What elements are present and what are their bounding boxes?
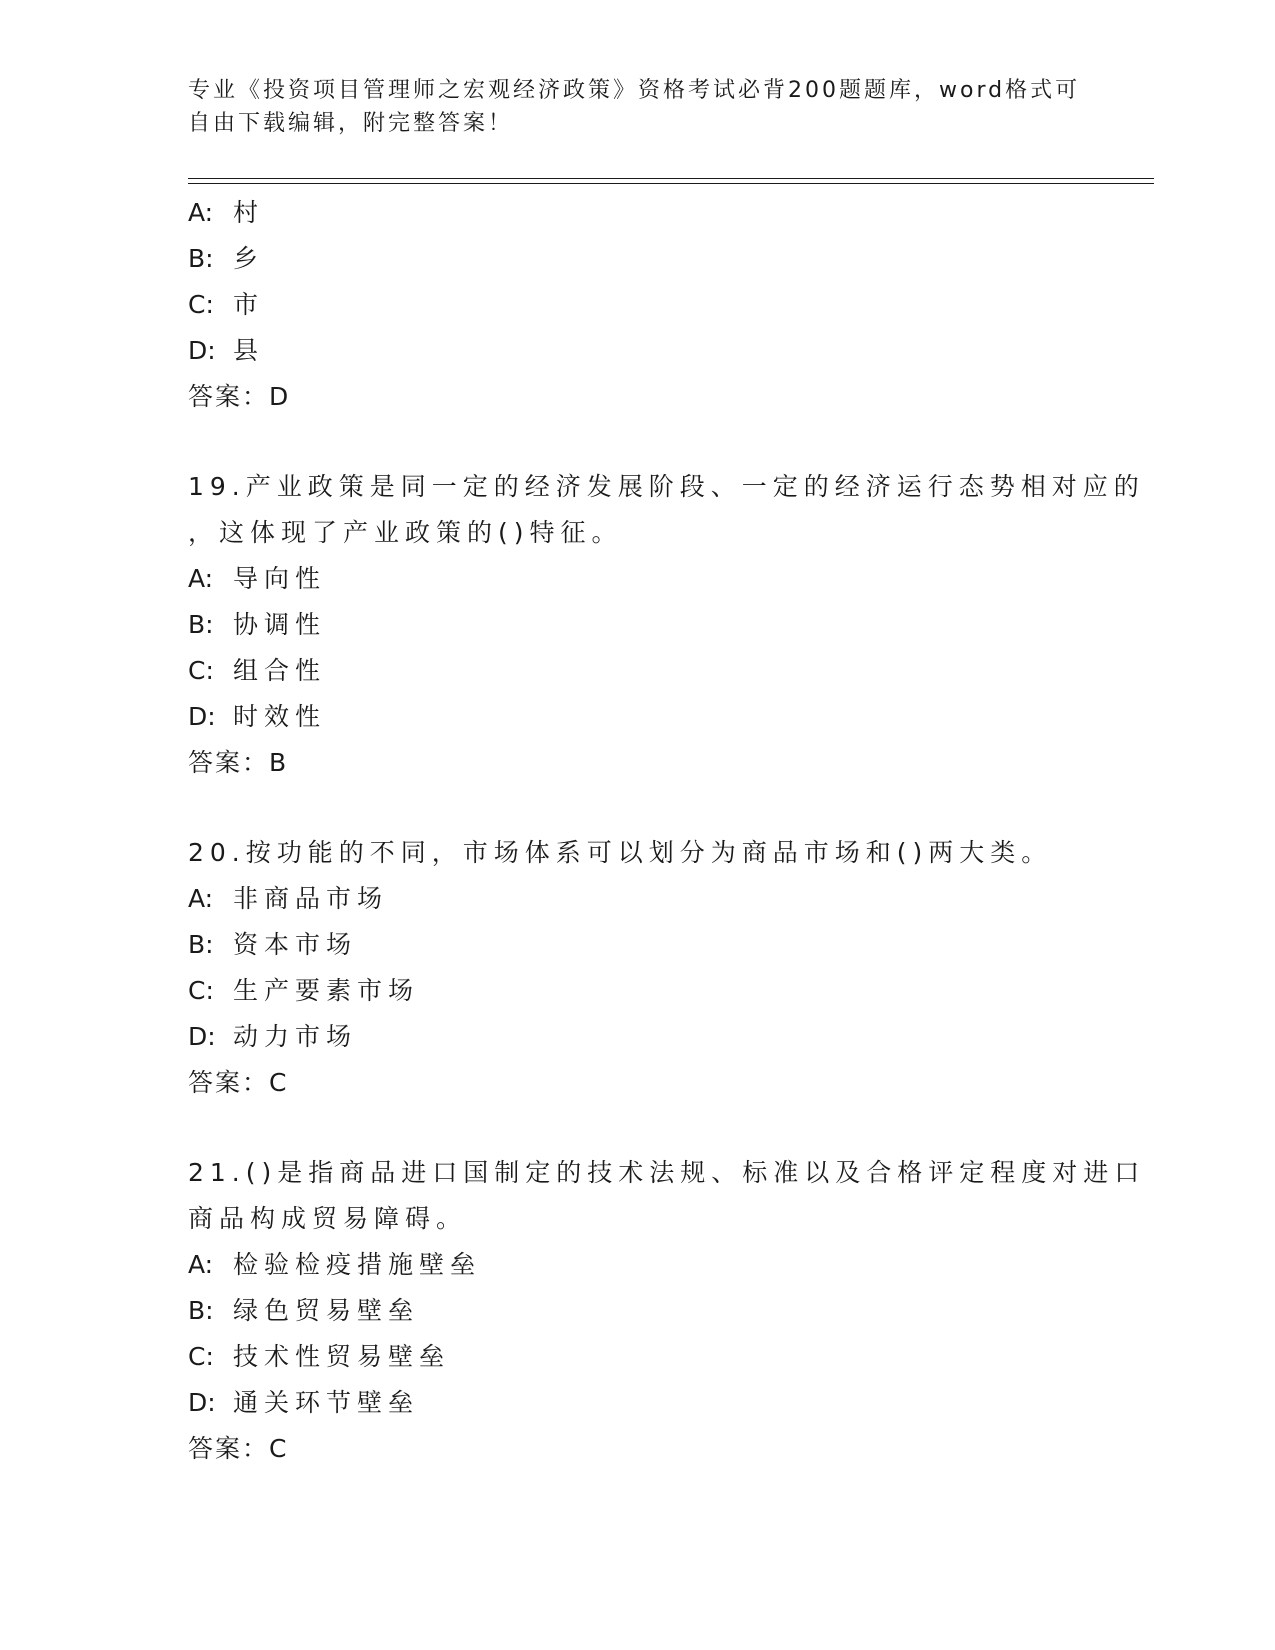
option-line <box>188 556 1088 602</box>
option-line <box>188 602 1088 648</box>
question-stem-line: ，这体现了产业政策的()特征。 <box>188 518 623 547</box>
option-line <box>188 1334 1088 1380</box>
option-line <box>188 236 1088 282</box>
option-key: C: <box>188 1342 214 1371</box>
header-line-1: 专业《投资项目管理师之宏观经济政策》资格考试必背200题题库，word格式可 <box>188 78 1081 103</box>
option-text: 组合性 <box>233 656 327 685</box>
option-line <box>188 282 1088 328</box>
question-spacer <box>188 420 1088 464</box>
option-text: 导向性 <box>233 564 327 593</box>
question-list <box>188 190 1146 1472</box>
option-line <box>188 328 1088 374</box>
option-key: C: <box>188 976 214 1005</box>
option-key: A: <box>188 1250 214 1279</box>
question-block <box>188 1150 1146 1472</box>
option-line <box>188 1242 1088 1288</box>
header-rule-bottom <box>188 183 1154 184</box>
option-key: A: <box>188 564 214 593</box>
document-header <box>188 74 1088 140</box>
option-text: 非商品市场 <box>233 884 389 913</box>
option-key: C: <box>188 656 214 685</box>
question-stem-line: 19.产业政策是同一定的经济发展阶段、一定的经济运行态势相对应的 <box>188 472 1145 501</box>
option-line <box>188 876 1088 922</box>
question-stem-line: 商品构成贸易障碍。 <box>188 1204 468 1233</box>
question-spacer <box>188 1106 1088 1150</box>
option-text: 村 <box>233 198 265 227</box>
option-key: B: <box>188 1296 214 1325</box>
option-line <box>188 1288 1088 1334</box>
answer-line: 答案：B <box>188 748 289 777</box>
option-key: D: <box>188 336 216 365</box>
question-stem-line: 20.按功能的不同，市场体系可以划分为商品市场和()两大类。 <box>188 838 1053 867</box>
option-line <box>188 190 1088 236</box>
option-key: A: <box>188 198 214 227</box>
answer-line: 答案：C <box>188 1434 289 1463</box>
option-key: B: <box>188 610 214 639</box>
option-key: D: <box>188 702 216 731</box>
option-key: D: <box>188 1388 216 1417</box>
answer-line: 答案：D <box>188 382 291 411</box>
option-text: 时效性 <box>233 702 327 731</box>
option-text: 协调性 <box>233 610 327 639</box>
option-line <box>188 694 1088 740</box>
answer-line: 答案：C <box>188 1068 289 1097</box>
header-rule-top <box>188 178 1154 179</box>
option-key: B: <box>188 930 214 959</box>
question-stem-line: 21.()是指商品进口国制定的技术法规、标准以及合格评定程度对进口 <box>188 1158 1146 1187</box>
option-key: A: <box>188 884 214 913</box>
option-text: 绿色贸易壁垒 <box>233 1296 420 1325</box>
option-text: 乡 <box>233 244 265 273</box>
option-key: D: <box>188 1022 216 1051</box>
option-line <box>188 1014 1088 1060</box>
question-spacer <box>188 786 1088 830</box>
option-text: 技术性贸易壁垒 <box>233 1342 451 1371</box>
question-block <box>188 464 1145 786</box>
option-key: C: <box>188 290 214 319</box>
option-text: 动力市场 <box>233 1022 358 1051</box>
question-block <box>188 190 1088 420</box>
option-text: 市 <box>233 290 265 319</box>
option-text: 县 <box>233 336 265 365</box>
option-text: 资本市场 <box>233 930 358 959</box>
option-line <box>188 922 1088 968</box>
option-text: 通关环节壁垒 <box>233 1388 420 1417</box>
option-line <box>188 968 1088 1014</box>
option-text: 检验检疫措施壁垒 <box>233 1250 482 1279</box>
option-key: B: <box>188 244 214 273</box>
header-line-2: 自由下载编辑，附完整答案！ <box>188 111 514 136</box>
option-line <box>188 1380 1088 1426</box>
question-block <box>188 830 1088 1106</box>
option-line <box>188 648 1088 694</box>
option-text: 生产要素市场 <box>233 976 420 1005</box>
